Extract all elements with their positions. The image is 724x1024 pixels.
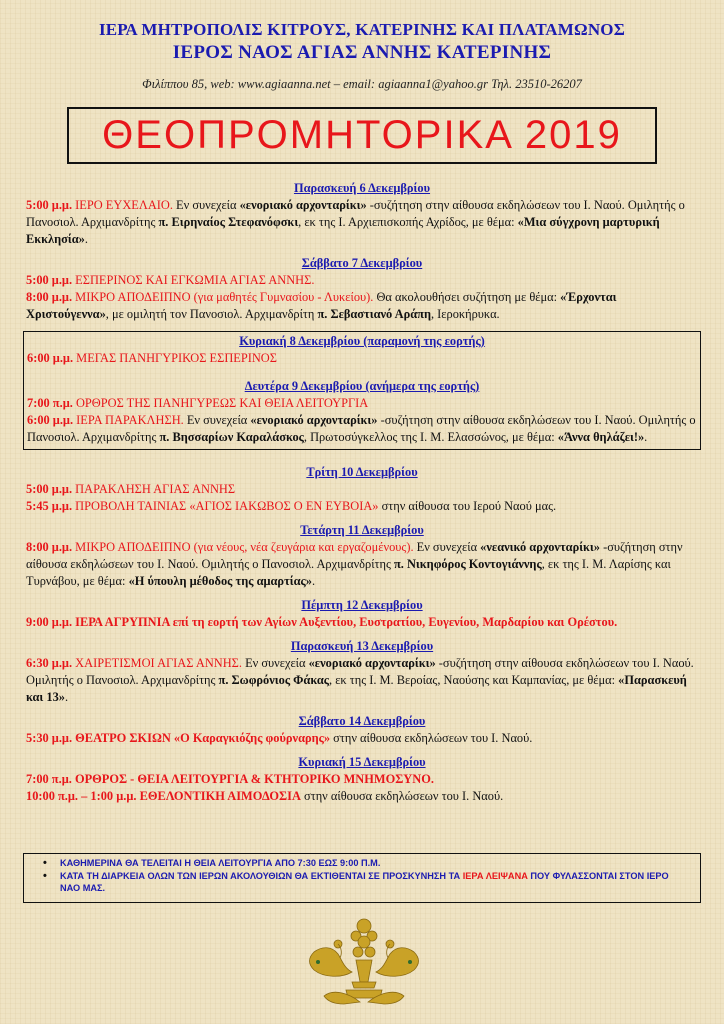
- event-speaker: π. Ειρηναίος Στεφανόφσκι: [158, 215, 299, 229]
- event-text: στην αίθουσα εκδηλώσεων του Ι. Ναού.: [300, 789, 504, 803]
- event-time: 5:00 μ.μ.: [26, 198, 73, 212]
- event-text: Εν συνεχεία: [183, 413, 251, 427]
- event-title: ΕΘΕΛΟΝΤΙΚΗ ΑΙΜΟΔΟΣΙΑ: [139, 789, 301, 803]
- event-title: ΕΣΠΕΡΙΝΟΣ ΚΑΙ ΕΓΚΩΜΙΑ ΑΓΙΑΣ ΑΝΝΗΣ.: [75, 273, 315, 287]
- event-14-1: [26, 730, 698, 747]
- event-text: .: [84, 232, 88, 246]
- event-time: 8:00 μ.μ.: [26, 540, 73, 554]
- event-time: 7:00 π.μ.: [27, 396, 73, 410]
- event-text: .: [311, 574, 316, 588]
- event-time: 8:00 μ.μ.: [26, 290, 73, 304]
- day-heading-6: Παρασκευή 6 Δεκεμβρίου: [293, 181, 431, 195]
- event-time: 5:00 μ.μ.: [26, 273, 73, 287]
- event-text: , εκ της Ι. Μ. Λαρίσης και Τυρνάβου, με θέμα:: [26, 557, 671, 588]
- event-15-1: [26, 771, 698, 788]
- event-text: Εν συνεχεία: [241, 656, 309, 670]
- event-12-1: [26, 614, 698, 631]
- event-speaker: π. Σωφρόνιος Φάκας: [218, 673, 329, 687]
- event-9-1: [27, 395, 697, 412]
- event-text: -συζήτηση στην αίθουσα εκδηλώσεων του Ι. Ναού. Ομιλητής ο Πανοσιολ. Αρχιμανδρίτης: [26, 198, 685, 229]
- event-highlight: «ενοριακό αρχονταρίκι»: [239, 198, 367, 212]
- event-title: ΟΡΘΡΟΣ - ΘΕΙΑ ΛΕΙΤΟΥΡΓΙΑ & ΚΤΗΤΟΡΙΚΟ ΜΝΗΜΟΣΥΝΟ.: [74, 772, 434, 786]
- event-title: ΧΑΙΡΕΤΙΣΜΟΙ ΑΓΙΑΣ ΑΝΝΗΣ.: [75, 656, 242, 670]
- day-heading-11: Τετάρτη 11 Δεκεμβρίου: [300, 523, 424, 537]
- event-time: 5:45 μ.μ.: [26, 499, 73, 513]
- event-topic: «Η ύπουλη μέθοδος της αμαρτίας»: [128, 574, 312, 588]
- event-text: Εν συνεχεία: [413, 540, 481, 554]
- title-box: [67, 107, 657, 164]
- event-7-2: [26, 289, 698, 323]
- event-speaker: π. Σεβαστιανό Αράπη: [317, 307, 431, 321]
- event-text: στην αίθουσα του Ιερού Ναού μας.: [378, 499, 557, 513]
- note-text: ΚΑΘΗΜΕΡΙΝΑ ΘΑ ΤΕΛΕΙΤΑΙ Η ΘΕΙΑ ΛΕΙΤΟΥΡΓΙΑ ΑΠΟ 7:30 ΕΩΣ 9:00 Π.Μ.: [60, 858, 381, 868]
- note-text: ΚΑΤΑ ΤΗ ΔΙΑΡΚΕΙΑ ΟΛΩΝ ΤΩΝ ΙΕΡΩΝ ΑΚΟΛΟΥΘΙΩΝ ΘΑ ΕΚΤΙΘΕΝΤΑΙ ΣΕ ΠΡΟΣΚΥΝΗΣΗ ΤΑ: [60, 870, 463, 881]
- event-title: ΜΙΚΡΟ ΑΠΟΔΕΙΠΝΟ (για μαθητές Γυμνασίου - Λυκείου).: [75, 290, 374, 304]
- event-text: Εν συνεχεία: [172, 198, 240, 212]
- page-title: ΘΕΟΠΡΟΜΗΤΟΡΙΚΑ 2019: [102, 113, 622, 157]
- event-text: -συζήτηση στην αίθουσα εκδηλώσεων του Ι. Ναού. Ομιλητής ο Πανοσιολ. Αρχιμανδρίτης: [27, 413, 696, 444]
- day-heading-15: Κυριακή 15 Δεκεμβρίου: [298, 755, 426, 769]
- event-8-1: [27, 350, 697, 367]
- event-text: στην αίθουσα εκδηλώσεων του Ι. Ναού.: [330, 731, 533, 745]
- event-title: ΙΕΡΟ ΕΥΧΕΛΑΙΟ.: [75, 198, 173, 212]
- event-10-2: [26, 498, 698, 515]
- note-relics: ΙΕΡΑ ΛΕΙΨΑΝΑ: [462, 870, 528, 881]
- day-heading-14: Σάββατο 14 Δεκεμβρίου: [298, 714, 426, 728]
- event-topic: «Άννα θηλάζει!»: [557, 430, 645, 444]
- event-7-1: [26, 272, 698, 289]
- metropolis-header: ΙΕΡΑ ΜΗΤΡΟΠΟΛΙΣ ΚΙΤΡΟΥΣ, ΚΑΤΕΡΙΝΗΣ ΚΑΙ ΠΛΑΤΑΜΩΝΟΣ: [98, 20, 626, 39]
- event-6-1: [26, 197, 698, 248]
- event-text: , Πρωτοσύγκελλος της Ι. Μ. Ελασσώνος, με θέμα:: [303, 430, 558, 444]
- event-topic: «Έρχονται Χριστούγεννα»: [26, 290, 617, 321]
- event-10-1: [26, 481, 698, 498]
- event-title: ΠΡΟΒΟΛΗ ΤΑΙΝΙΑΣ «ΑΓΙΟΣ ΙΑΚΩΒΟΣ Ο ΕΝ ΕΥΒΟΙΑ»: [75, 499, 379, 513]
- event-speaker: π. Βησσαρίων Καραλάσκος: [159, 430, 304, 444]
- event-text: -συζήτηση στην αίθουσα εκδηλώσεων του Ι. Ναού. Ομιλητής ο Πανοσιολ. Αρχιμανδρίτης: [26, 656, 694, 687]
- event-title: ΘΕΑΤΡΟ ΣΚΙΩΝ «Ο Καραγκιόζης φούρναρης»: [75, 731, 331, 745]
- event-title: ΙΕΡΑ ΠΑΡΑΚΛΗΣΗ.: [76, 413, 184, 427]
- event-11-1: [26, 539, 698, 590]
- schedule: [26, 180, 698, 805]
- event-title: ΠΑΡΑΚΛΗΣΗ ΑΓΙΑΣ ΑΝΝΗΣ: [75, 482, 236, 496]
- event-text: .: [644, 430, 648, 444]
- event-text: -συζήτηση στην αίθουσα εκδηλώσεων του Ι. Ναού. Ομιλητής ο Πανοσιολ. Αρχιμανδρίτης: [26, 540, 683, 571]
- day-heading-8: Κυριακή 8 Δεκεμβρίου (παραμονή της εορτής): [239, 334, 485, 348]
- event-15-2: [26, 788, 698, 805]
- event-13-1: [26, 655, 698, 706]
- day-heading-7: Σάββατο 7 Δεκεμβρίου: [301, 256, 423, 270]
- day-heading-12: Πέμπτη 12 Δεκεμβρίου: [301, 598, 423, 612]
- event-time: 5:30 μ.μ.: [26, 731, 73, 745]
- event-speaker: π. Νικηφόρος Κοντογιάννης: [394, 557, 542, 571]
- peacock-ornament-icon: [294, 912, 434, 1012]
- event-time: 6:30 μ.μ.: [26, 656, 73, 670]
- event-time: 6:00 μ.μ.: [27, 351, 74, 365]
- note-text: ΠΟΥ ΦΥΛΑΣΣΟΝΤΑΙ ΣΤΟΝ ΙΕΡΟ ΝΑΟ ΜΑΣ.: [60, 870, 669, 893]
- note-item: [60, 857, 690, 870]
- event-text: , Ιεροκήρυκα.: [430, 307, 500, 321]
- feast-box: [23, 331, 701, 450]
- event-time: 7:00 π.μ.: [26, 772, 72, 786]
- event-time: 6:00 μ.μ.: [27, 413, 74, 427]
- event-title: ΜΕΓΑΣ ΠΑΝΗΓΥΡΙΚΟΣ ΕΣΠΕΡΙΝΟΣ: [76, 351, 277, 365]
- day-heading-10: Τρίτη 10 Δεκεμβρίου: [306, 465, 418, 479]
- event-title: ΜΙΚΡΟ ΑΠΟΔΕΙΠΝΟ (για νέους, νέα ζευγάρια και εργαζομένους).: [75, 540, 414, 554]
- event-highlight: «ενοριακό αρχονταρίκι»: [308, 656, 436, 670]
- notes-box: [23, 853, 701, 903]
- event-time: 10:00 π.μ. – 1:00 μ.μ.: [26, 789, 137, 803]
- event-text: , με ομιλητή τον Πανοσιολ. Αρχιμανδρίτη: [105, 307, 318, 321]
- event-time: 9:00 μ.μ.: [26, 615, 73, 629]
- contact-line: Φιλίππου 85, web: www.agiaanna.net – email: agiaanna1@yahoo.gr Τηλ. 23510-26207: [142, 77, 582, 91]
- event-topic: «Μια σύγχρονη μαρτυρική Εκκλησία»: [26, 215, 660, 246]
- event-highlight: «ενοριακό αρχονταρίκι»: [250, 413, 378, 427]
- church-header: ΙΕΡΟΣ ΝΑΟΣ ΑΓΙΑΣ ΑΝΝΗΣ ΚΑΤΕΡΙΝΗΣ: [172, 42, 552, 63]
- day-heading-13: Παρασκευή 13 Δεκεμβρίου: [290, 639, 434, 653]
- event-text: , εκ της Ι. Αρχιεπισκοπής Αχρίδος, με θέμα:: [298, 215, 518, 229]
- event-title: ΙΕΡΑ ΑΓΡΥΠΝΙΑ επί τη εορτή των Αγίων Αυξεντίου, Ευστρατίου, Ευγενίου, Μαρδαρίου και Ορέστου.: [75, 615, 618, 629]
- event-text: .: [64, 690, 69, 704]
- event-title: ΟΡΘΡΟΣ ΤΗΣ ΠΑΝΗΓΥΡΕΩΣ ΚΑΙ ΘΕΙΑ ΛΕΙΤΟΥΡΓΙΑ: [75, 396, 369, 410]
- event-time: 5:00 μ.μ.: [26, 482, 73, 496]
- event-topic: «Παρασκευή και 13»: [26, 673, 687, 704]
- day-heading-9: Δευτέρα 9 Δεκεμβρίου (ανήμερα της εορτής): [244, 379, 480, 393]
- event-text: Θα ακολουθήσει συζήτηση με θέμα:: [373, 290, 561, 304]
- event-9-2: [27, 412, 697, 446]
- note-item: [60, 870, 690, 895]
- event-highlight: «νεανικό αρχονταρίκι»: [480, 540, 600, 554]
- event-text: , εκ της Ι. Μ. Βεροίας, Ναούσης και Καμπανίας, με θέμα:: [329, 673, 619, 687]
